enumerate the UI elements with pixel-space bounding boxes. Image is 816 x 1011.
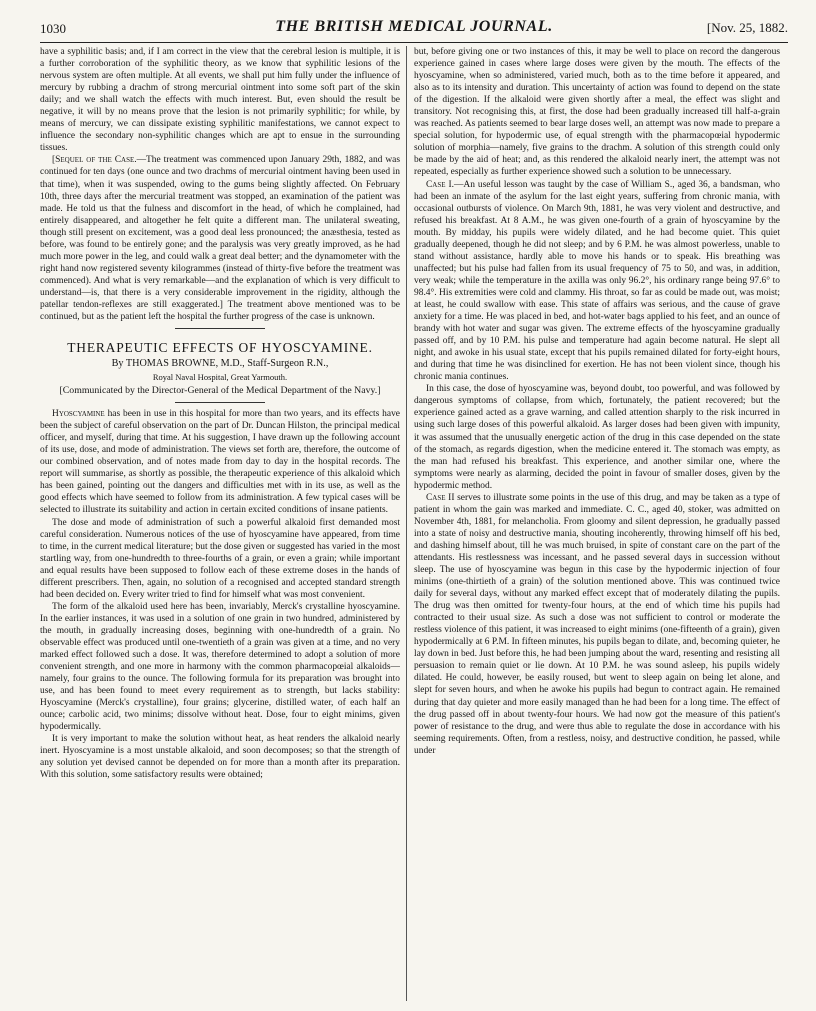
article-title: THERAPEUTIC EFFECTS OF HYOSCYAMINE.	[67, 340, 373, 356]
page-header	[40, 12, 788, 43]
heat-paragraph: It is very important to make the solution without heat, as heat renders the alkaloid nearly inert. Hyoscyamine is a most unstable alkaloid, and soon decomposes; so that the strength of any solution yet devised cannot be depended on for more than a month after its preparation. With this solution, some satisfactory results were obtained;	[40, 734, 400, 781]
right-opening-paragraph: but, before giving one or two instances of this, it may be well to place on record the dangerous experience gained in cases where large doses were given by the mouth. The effects of the hyoscyamine, when so administered, varied much, both as to the time before it appeared, and also as to its intensity and duration. This uncertainty of action was found to depend on the state of the digestion. If the alkaloid were given shortly after a meal, the effect was slight and transitory. Not recognising this, at first, the dose had been gradually increased till half-a-grain was reached. As patients seemed to bear large doses well, an attempt was now made to prepare a special solution, for hypodermic use, of equal strength with the pharmacopœial hypodermic solution of morphia—namely, five grains to the drachm. A solution of this strength could only be made by the aid of heat; and, as this rendered the alkaloid nearly inert, the attempt was not repeated, especially as further experience showed such a solution to be unnecessary.	[414, 47, 780, 178]
sequel-text: —The treatment was commenced upon January 29th, 1882, and was continued for ten days (one ounce and two drachms of mercurial ointment having been used in that time), when it was suspended, owing to the gums being slightly affected. On February 10th, three days after the mercurial treatment was stopped, an examination of the patient was made. He told us that the fulness and discomfort in the head, of which he complained, had entirely disappeared, and altogether he felt quite a different man. The unilateral sweating, though still present on excitement, was a good deal less pronounced; the anæsthesia, tested as before, was found to be entirely gone; and the paralysis was very greatly improved, as he had much more power in the leg, and could walk a great deal better; and the dynamometer with the right hand now registered seventy kilogrammes (instead of thirty-five before the treatment was commenced). And what is very remarkable—and the explanation of which is very difficult to understand—is, that there is a very considerable improvement in the rigidity, although the patellar tendon-reflexes are still exaggerated.] The treatment above mentioned was to be continued, but as the patient left the hospital the further progress of the case is unknown.	[40, 155, 400, 323]
dose-paragraph: The dose and mode of administration of such a powerful alkaloid first demanded most careful consideration. Numerous notices of the use of hyoscyamine have appeared, from time to time, in the current medical literature; but the dose given or suggested has varied in the most startling way, from one-hundredth to three-fourths of a grain, or even a grain; while important and equal results have been supposed to follow each of these extreme doses in the hands of different prescribers. Then, again, no solution of a recognised and accepted standard strength had been decided on. Every writer tried to find for himself what was most convenient.	[40, 517, 400, 600]
issue-date: [Nov. 25, 1882.	[706, 20, 788, 35]
case2-text: serves to illustrate some points in the use of this drug, and may be taken as a type of patient in whom the gain was marked and immediate. C. C., aged 40, stoker, was admitted on November 4th, 1881, for melancholia. From gloomy and silent depression, he gradually passed into a state of noisy and destructive mania, shouting incoherently, throwing himself off his bed, and dashing himself about, till he was much bruised, in spite of constant care on the part of the attendants. His restlessness was incessant, and he passed several days in succession without sleep. The use of hyoscyamine was begun in this case by the hypodermic injection of four minims (one-thirtieth of a grain) of the solution mentioned above. This was continued twice daily for several days, without any marked effect except that of moderately dilating the pupils. The drug was then omitted for twenty-four hours, at the end of which time his pupils had contracted to their usual size. As such a dose was not sufficient to control or moderate the restless violence of this patient, it was increased to eight minims (one-fifteenth of a grain), given hypodermically at 6 P.M. In fifteen minutes, his pupils began to dilate, and, becoming quieter, he lay down in bed. Just before this, he had been jumping about the ward, resenting and resisting all persuasion to remain quiet or lie down. At 10 P.M. he was sound asleep, his pupils widely dilated. He could, however, be easily roused, but went to sleep again on being let alone, and slept for seven hours, and when he awoke his pupils had begun to contract again. He remained during that day quieter and more easily managed than he had been for a long time. The effect of the drug passed off in about twenty-four hours. We had now got the measure of this patient's power of resistance to the drug, and were thus able to regulate the dose in accordance with his seeming requirements. Often, from a restless, noisy, and destructive condition, he passed, while under	[414, 492, 780, 756]
sequel-paragraph: [Sequel of the Case.—The treatment was commenced upon January 29th, 1882, and was continued for ten days (one ounce and two drachms of mercurial ointment having been used in that time), when it was suspended, owing to the gums being slightly affected. On February 10th, three days after the mercurial treatment was stopped, an examination of the patient was made. He told us that the fulness and discomfort in the head, of which he complained, had entirely disappeared, and altogether he felt quite a different man. The unilateral sweating, though still present on excitement, was a good deal less pronounced; the anæsthesia, tested as before, was found to be entirely gone; and the paralysis was very greatly improved, as he had much more power in the leg, and could walk a great deal better; and the dynamometer with the right hand now registered seventy kilogrammes (instead of thirty-five before the treatment was commenced). And what is very remarkable—and the explanation of which is very difficult to understand—is, that there is a very considerable improvement in the rigidity, although the patellar tendon-reflexes are still exaggerated.] The treatment above mentioned was to be continued, but as the patient left the hospital the further progress of the case is unknown.	[40, 155, 400, 323]
form-paragraph: The form of the alkaloid used here has been, invariably, Merck's crystalline hyoscyamine. In the earlier instances, it was used in a solution of one grain in two hundred, administered by the mouth, in gradually increasing doses, beginning with one-hundredth of a grain. No observable effect was produced until one-twentieth of a grain was given at a time, and no very marked effect followed such a dose. It was, therefore determined to adopt a solution of more convenient strength, and one more in harmony with the common pharmacopœial alkaloids—namely, four grains to the ounce. The following formula for its preparation was brought into use, and has been found to meet every requirement as to strength, but lacks stability: Hyoscyamine (Merck's crystalline), four grains; glycerine, distilled water, of each half an ounce; carbolic acid, two minims; dissolve without heat. Dose, four to eight minims, given hypodermically.	[40, 601, 400, 733]
communication-note: [Communicated by the Director-General of the Medical Department of the Navy.]	[59, 385, 381, 397]
sequel-heading: Sequel of the Case.	[55, 155, 137, 166]
case2-paragraph	[414, 492, 780, 757]
right-column	[414, 46, 780, 757]
section-divider	[175, 328, 265, 329]
case1-discussion: In this case, the dose of hyoscyamine was, beyond doubt, too powerful, and was followed by dangerous symptoms of collapse, from which, fortunately, the patient recovered; but the experience gained acted as a grave warning, and called attention sharply to the risk incurred in using such large doses of this powerful alkaloid. As larger doses had been given with impunity, it was assumed that the unusually energetic action of the drug in this case depended on the state of the stomach, as regards digestion, when the medicine entered it. The stomach was empty, as the man had refused his breakfast. This experience, and another similar one, where the symptoms were nearly as alarming, decided the point in favour of smaller doses, given by the hypodermic method.	[414, 384, 780, 491]
column-divider	[406, 46, 407, 1001]
case1-heading: Case I.	[426, 179, 454, 190]
title-divider	[175, 402, 265, 403]
journal-title: THE BRITISH MEDICAL JOURNAL.	[275, 18, 553, 35]
author-line: By THOMAS BROWNE, M.D., Staff-Surgeon R.N.,	[111, 358, 329, 370]
case1-paragraph	[414, 179, 780, 384]
case2-heading: Case II	[426, 492, 455, 503]
intro-paragraph	[40, 408, 400, 516]
intro-lead: Hyoscyamine	[52, 409, 105, 420]
left-column	[40, 46, 400, 782]
page-number: 1030	[40, 21, 66, 36]
intro-text: has been in use in this hospital for more than two years, and its effects have been the subject of careful observation on the part of Dr. Duncan Hilston, the principal medical officer, and myself, during that time. At his suggestion, I have drawn up the following account of its use, dose, and mode of administration. The views set forth are, therefore, the outcome of our combined observation, and of notes made from day to day in the hospital records. The report will summarise, as shortly as possible, the therapeutic experience of this alkaloid which has been gained, pointing out the dangers and difficulties met with in its use, as well as the good effects which have seemed to follow from its administration. A few typical cases will be selected to illustrate its suitability and action in certain excited conditions of insane patients.	[40, 409, 400, 516]
left-opening-paragraph: have a syphilitic basis; and, if I am correct in the view that the cerebral lesion is multiple, it is a further corroboration of the syphilitic theory, as we know that syphilitic lesions of the nervous system are often multiple. At all events, we shall put him fully under the influence of mercury by rubbing a drachm of strong mercurial ointment into some soft part of the skin daily; and we shall watch the effects with much interest. But, even should the result be negative, it will by no means prove that the lesion is not primarily syphilitic; for while, by means of mercury, we can dissipate existing syphilitic manifestations, we cannot expect to influence the secondary non-syphilitic changes which are apt to ensue in the surrounding tissues.	[40, 47, 400, 154]
case1-text: —An useful lesson was taught by the case of William S., aged 36, a bandsman, who had been an inmate of the asylum for the last eight years, suffering from chronic mania, with occasional outbursts of violence. On March 9th, 1881, he was very violent and destructive, and refused his breakfast. At 8 A.M., he was given one-fourth of a grain of hyoscyamine by the mouth. By midday, his pupils were widely dilated, and he had become quiet. This quiet gradually deepened, though he did not sleep; and by 6 P.M. he was almost powerless, unable to stand without assistance, hardly able to move his hands or to speak. His breathing was unaffected; but his pulse had fallen from its usual frequency of 75 to 50, and was, in addition, very weak; while the temperature in the axilla was only 96.2°, his ordinary range being 97.6° to 98.4°. His extremities were cold and clammy. His throat, so far as could be made out, was moist; at least, he could swallow with ease. This state of affairs was serious, and the cause of grave anxiety for a time. He was placed in bed, and hot-water bags applied to his feet, and an ounce of brandy with hot water and sugar was given. The extreme effects of the hyoscyamine gradually passed off, and by 10 P.M. his pulse and temperature had again become natural. He slept all night, and awoke in his usual state, except that his pupils remained dilated for forty-eight hours, and during that time he was disinclined for exertion. He has not been violent since, though his chronic mania continues.	[414, 179, 780, 383]
author-affiliation: Royal Naval Hospital, Great Yarmouth.	[152, 372, 288, 383]
